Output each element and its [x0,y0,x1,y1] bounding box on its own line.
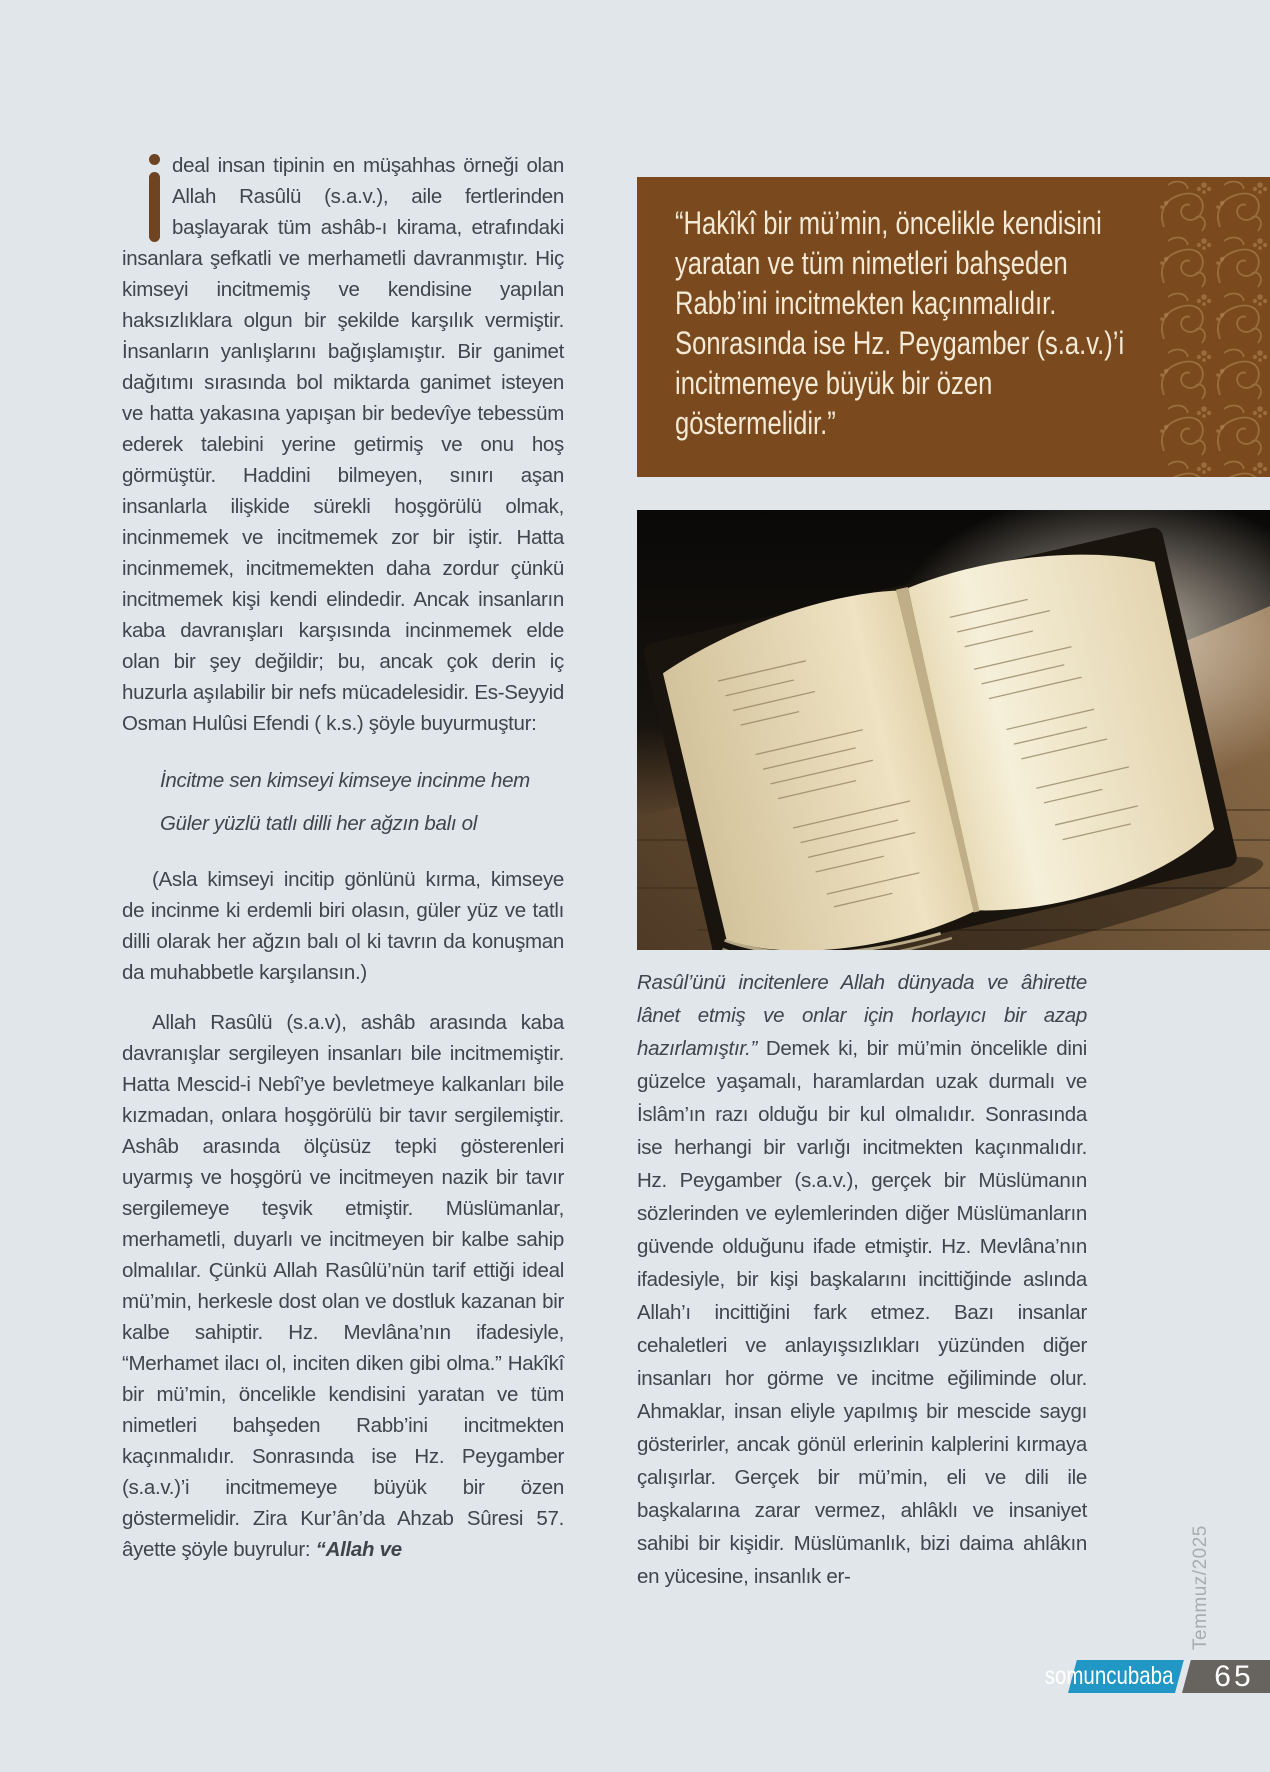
brand-badge [1044,1660,1184,1693]
body-column-right [637,966,1087,1593]
pull-quote-box [637,177,1270,477]
paragraph-lead-text: deal insan tipinin en müşahhas örneği olan Allah Rasûlü (s.a.v.), aile fertlerinden başlayarak tüm ashâb-ı kirama, etrafındaki insanlara şefkatli ve merhametli davranmıştır. Hiç kimseyi incitmemiş ve kendisine yapılan haksızlıklara olgun bir şekilde karşılık vermiştir. İnsanların yanlışlarını bağışlamıştır. Bir ganimet dağıtımı sırasında bol miktarda ganimet isteyen ve hatta yakasına yapışan bir bedevîye tebessüm ederek talebini yerine getirmiş ve onu hoş görmüştür. Haddini bilmeyen, sınırı aşan insanlarla ilişkide sürekli hoşgörülü olmak, incinmemek ve incitmemek zor bir iştir. Hatta incinmemek, incitmemekten daha zordur çünkü incitmemek kişi kendi elindedir. Ancak insanların kaba davranışları karşısında incinmemek elde olan bir şey değildir; bu, ancak çok derin iç huzurla aşılabilir bir nefs mücadelesidir. Es-Seyyid Osman Hulûsi Efendi ( k.s.) şöyle buyurmuştur: [122,154,564,735]
poem-line: Güler yüzlü tatlı dilli her ağzın balı ol [160,812,478,835]
body-column-left [122,150,564,1565]
paragraph-translation: (Asla kimseyi incitip gönlünü kırma, kimseye de incinme ki erdemli biri olasın, güler yüz ve tatlı dilli olarak her ağzın balı ol ki tavrın da konuşman da muhabbetle karşılansın.) [122,868,564,984]
poem-couplet [160,759,564,845]
pull-quote-text: “Hakîkî bir mü’min, öncelikle kendisini yaratan ve tüm nimetleri bahşeden Rabb’ini incitmekten kaçınmalıdır. Sonrasında ise Hz. Peygamber (s.a.v.)’i incitmemeye büyük bir özen göstermelidir.” [675,205,1125,441]
brand-name: somuncubaba [1044,1662,1174,1690]
paragraph-lead [122,150,564,739]
photo-open-book [637,510,1270,950]
page-number: 65 [1214,1659,1254,1693]
paragraph-continuation: Rasûl’ünü incitenlere Allah dünyada ve âhirette lânet etmiş ve onlar için horlayıcı bir azap hazırlamıştır.” Demek ki, bir mü’min öncelikle dini güzelce yaşamalı, haramlardan uzak durmalı ve İslâm’ın razı olduğu bir kul olmalıdır. Sonrasında ise herhangi bir varlığı incitmekten kaçınmalıdır. Hz. Peygamber (s.a.v.), gerçek bir Müslümanın sözlerinden ve eylemlerinden diğer Müslümanların güvende olduğunu ifade etmiştir. Hz. Mevlâna’nın ifadesiyle, bir kişi başkalarını incittiğinde aslında Allah’ı incittiğini fark etmez. Bazı insanlar cehaletleri ve anlayışsızlıkları yüzünden diğer insanları hor görme ve incitme eğiliminde olur. Ahmaklar, insan eliyle yapılmış bir mescide saygı gösterirler, ancak gönül erlerinin kalplerini kırmaya çalışırlar. Gerçek bir mü’min, eli ve dili ile başkalarına zarar vermez, ahlâklı ve insaniyet sahibi bir kişidir. Müslümanlık, bizi daima ahlâkın en yücesine, insanlık er- [637,971,1087,1588]
book-photo-graphic [637,510,1270,950]
drop-cap-bar [149,172,160,242]
poem-line: İncitme sen kimseyi kimseye incinme hem [160,769,530,792]
floral-pattern [1158,177,1270,477]
issue-date: Temmuz/2025 [1190,1525,1211,1650]
paragraph-ashab: Allah Rasûlü (s.a.v), ashâb arasında kaba davranışlar sergileyen insanları bile incitmemiştir. Hatta Mescid-i Nebî’ye bevletmeye kalkanları bile kızmadan, onlara hoşgörülü bir tavır sergilemiştir. Ashâb arasında ölçüsüz tepki gösterenleri uyarmış ve hoşgörü ve incitmeyen nazik bir tavır sergilemeye teşvik etmiştir. Müslümanlar, merhametli, duyarlı ve incitmeyen bir kalbe sahip olmalılar. Çünkü Allah Rasûlü’nün tarif ettiği ideal mü’min, herkesle dost olan ve dostluk kazanan bir kalbe sahiptir. Hz. Mevlâna’nın ifadesiyle, “Merhamet ilacı ol, inciten diken gibi olma.” Hakîkî bir mü’min, öncelikle kendisini yaratan ve tüm nimetleri bahşeden Rabb’ini incitmekten kaçınmalıdır. Sonrasında ise Hz. Peygamber (s.a.v.)’i incitmemeye büyük bir özen göstermelidir. Zira Kur’ân’da Ahzab Sûresi 57. âyette şöyle buyrulur: “Allah ve [122,1011,564,1561]
page-number-badge [1182,1660,1270,1693]
drop-cap-dot [149,154,160,165]
drop-cap [122,150,172,243]
